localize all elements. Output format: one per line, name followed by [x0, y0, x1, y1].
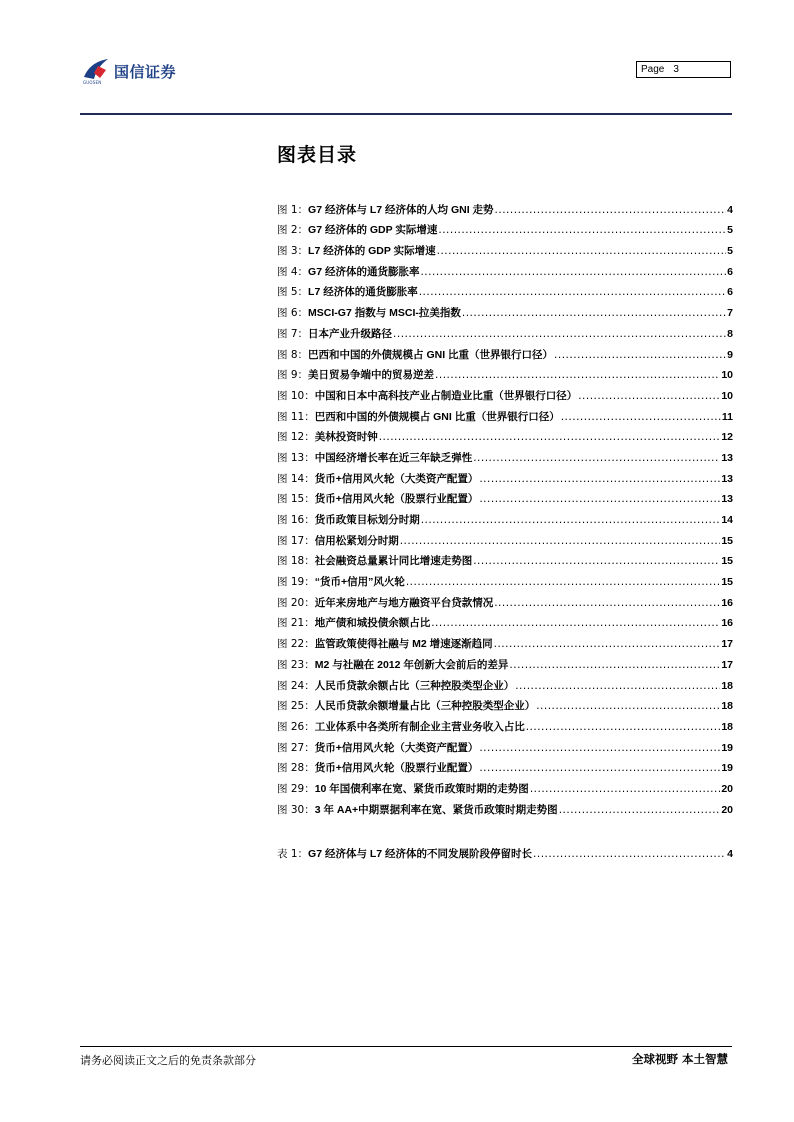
toc-entry-page: 17 [721, 638, 733, 651]
footer-disclaimer: 请务必阅读正文之后的免责条款部分 [80, 1054, 256, 1067]
toc-entry-title: M2 与社融在 2012 年创新大会前后的差异 [314, 658, 509, 671]
dot-leader [379, 431, 721, 444]
figure-entry[interactable] [277, 527, 733, 548]
table-list [277, 840, 733, 861]
figure-entry[interactable] [277, 217, 733, 238]
toc-entry-title: L7 经济体的 GDP 实际增速 [308, 245, 436, 258]
header-divider [80, 113, 732, 115]
toc-entry-number: 图 15： [277, 493, 315, 506]
dot-leader [554, 349, 726, 362]
figure-entry[interactable] [277, 693, 733, 714]
toc-entry-page: 9 [727, 348, 733, 361]
toc-entry-label [277, 659, 508, 672]
figure-entry[interactable] [277, 734, 733, 755]
toc-entry-title: “货币+信用”风火轮 [314, 576, 405, 589]
table-entry[interactable] [277, 840, 733, 861]
toc-entry-page: 7 [727, 307, 733, 320]
toc-entry-title: 美林投资时钟 [314, 431, 378, 444]
dot-leader [509, 659, 720, 672]
toc-entry-title: 中国经济增长率在近三年缺乏弹性 [314, 451, 473, 464]
figure-entry[interactable] [277, 630, 733, 651]
toc-entry-number: 图 23： [277, 658, 315, 671]
toc-entry-label [277, 328, 392, 341]
figure-entry[interactable] [277, 299, 733, 320]
toc-entry-page: 16 [721, 596, 733, 609]
figure-entry[interactable] [277, 486, 733, 507]
toc-entry-page: 18 [721, 700, 733, 713]
toc-entry-number: 图 21： [277, 617, 315, 630]
page-label: Page [641, 64, 665, 75]
toc-entry-page: 13 [721, 451, 733, 464]
toc-entry-page: 14 [721, 514, 733, 526]
figure-list [277, 196, 733, 817]
toc-entry-number: 图 10： [277, 389, 315, 402]
toc-entry-number: 图 16： [277, 514, 315, 526]
dot-leader [530, 783, 721, 796]
dot-leader [533, 848, 726, 861]
toc-title: 图表目录 [277, 144, 358, 166]
figure-entry[interactable] [277, 672, 733, 693]
figure-entry[interactable] [277, 610, 733, 631]
toc-entry-number: 图 6： [277, 307, 309, 320]
dot-leader [393, 328, 726, 341]
toc-entry-page: 15 [721, 534, 733, 547]
dot-leader [494, 638, 721, 651]
page-indicator [636, 61, 731, 78]
footer-slogan: 全球视野 本土智慧 [631, 1052, 728, 1066]
dot-leader [479, 742, 720, 755]
figure-entry[interactable] [277, 424, 733, 445]
toc-entry-number: 图 4： [277, 265, 309, 278]
dot-leader [435, 369, 720, 382]
dot-leader [515, 680, 720, 693]
toc-entry-page: 10 [721, 389, 733, 402]
figure-entry[interactable] [277, 796, 733, 817]
dot-leader [421, 514, 721, 527]
figure-entry[interactable] [277, 362, 733, 383]
figure-entry[interactable] [277, 279, 733, 300]
toc-entry-label [277, 700, 535, 713]
toc-entry-page: 8 [727, 327, 733, 340]
toc-entry-title: 货币+信用风火轮（股票行业配置） [314, 762, 479, 775]
dot-leader [559, 804, 721, 817]
toc-entry-label [277, 204, 494, 217]
page-number: 3 [673, 64, 679, 75]
toc-entry-title: 工业体系中各类所有制企业主营业务收入占比 [314, 720, 525, 733]
figure-entry[interactable] [277, 196, 733, 217]
figure-entry[interactable] [277, 237, 733, 258]
dot-leader [406, 576, 720, 589]
logo-text: 国信证券 [114, 63, 177, 81]
toc-entry-label [277, 742, 478, 755]
toc-entry-page: 18 [721, 720, 733, 733]
dot-leader [495, 204, 727, 217]
toc-entry-number: 图 8： [277, 348, 309, 361]
toc-entry-page: 11 [721, 410, 733, 423]
toc-entry-title: G7 经济体的通货膨胀率 [308, 265, 420, 278]
toc-entry-page: 19 [721, 741, 733, 754]
toc-entry-page: 10 [721, 369, 733, 382]
toc-entry-number: 图 5： [277, 286, 309, 299]
toc-entry-title: 人民币贷款余额占比（三种控股类型企业） [314, 679, 515, 692]
toc-entry-number: 图 26： [277, 720, 315, 733]
dot-leader [462, 307, 726, 320]
toc-entry-label [277, 307, 461, 320]
toc-entry-label [277, 721, 525, 734]
toc-entry-title: G7 经济体的 GDP 实际增速 [308, 224, 438, 237]
toc-entry-title: 3 年 AA+中期票据利率在宽、紧货币政策时期走势图 [314, 803, 558, 816]
toc-entry-page: 19 [721, 762, 733, 775]
figure-entry[interactable] [277, 568, 733, 589]
toc-entry-title: L7 经济体的通货膨胀率 [308, 286, 418, 299]
toc-entry-title: 中国和日本中高科技产业占制造业比重（世界银行口径） [314, 389, 578, 402]
toc-entry-title: G7 经济体与 L7 经济体的不同发展阶段停留时长 [308, 847, 533, 860]
toc-entry-number: 图 30： [277, 803, 315, 816]
toc-entry-label [277, 535, 399, 548]
toc-entry-page: 12 [721, 431, 733, 444]
toc-entry-label [277, 804, 558, 817]
toc-entry-title: 货币+信用风火轮（大类资产配置） [314, 472, 479, 485]
toc-entry-label [277, 576, 405, 589]
figure-entry[interactable] [277, 548, 733, 569]
figure-entry[interactable] [277, 258, 733, 279]
toc-entry-title: 巴西和中国的外债规模占 GNI 比重（世界银行口径） [314, 410, 560, 423]
dot-leader [419, 286, 726, 299]
figure-entry[interactable] [277, 382, 733, 403]
toc-entry-label [277, 349, 553, 362]
toc-entry-label [277, 617, 430, 630]
toc-entry-title: 监管政策使得社融与 M2 增速逐渐趋同 [314, 638, 493, 651]
toc-entry-label [277, 514, 420, 527]
toc-entry-page: 16 [721, 617, 733, 630]
toc-entry-page: 20 [721, 803, 733, 816]
toc-entry-title: 货币+信用风火轮（股票行业配置） [314, 493, 479, 506]
toc-entry-title: 社会融资总量累计同比增速走势图 [314, 555, 473, 568]
toc-entry-label [277, 452, 472, 465]
toc-entry-label [277, 390, 577, 403]
toc-entry-page: 5 [727, 245, 733, 258]
logo-subtext: GUOSEN [83, 80, 102, 85]
toc-entry-label [277, 493, 478, 506]
figure-entry[interactable] [277, 589, 733, 610]
toc-entry-page: 4 [727, 203, 733, 216]
dot-leader [431, 617, 720, 630]
toc-entry-label [277, 783, 529, 796]
toc-entry-label [277, 224, 437, 237]
toc-entry-label [277, 473, 478, 486]
toc-entry-number: 图 20： [277, 596, 315, 609]
dot-leader [473, 452, 720, 465]
figure-entry[interactable] [277, 465, 733, 486]
toc-entry-page: 15 [721, 555, 733, 568]
toc-entry-label [277, 286, 418, 299]
toc-entry-title: G7 经济体与 L7 经济体的人均 GNI 走势 [308, 203, 494, 216]
toc-entry-number: 图 17： [277, 534, 315, 547]
toc-entry-label [277, 597, 493, 610]
toc-entry-number: 图 28： [277, 762, 315, 775]
toc-entry-title: 信用松紧划分时期 [314, 534, 399, 547]
toc-entry-number: 图 29： [277, 782, 315, 795]
toc-entry-page: 6 [727, 286, 733, 299]
logo-mark-icon [82, 57, 112, 81]
toc-entry-number: 图 3： [277, 245, 309, 258]
toc-entry-label [277, 266, 419, 279]
toc-entry-title: 货币+信用风火轮（大类资产配置） [314, 741, 479, 754]
dot-leader [479, 473, 720, 486]
dot-leader [479, 493, 720, 506]
toc-entry-number: 图 12： [277, 431, 315, 444]
figure-entry[interactable] [277, 755, 733, 776]
toc-entry-title: 日本产业升级路径 [308, 327, 393, 340]
toc-entry-page: 18 [721, 679, 733, 692]
toc-entry-number: 图 25： [277, 700, 315, 713]
dot-leader [438, 224, 726, 237]
figure-entry[interactable] [277, 320, 733, 341]
dot-leader [437, 245, 727, 258]
toc-entry-number: 图 14： [277, 472, 315, 485]
dot-leader [479, 762, 720, 775]
toc-entry-title: 10 年国债利率在宽、紧货币政策时期的走势图 [314, 782, 529, 795]
figure-entry[interactable] [277, 403, 733, 424]
toc-entry-label [277, 680, 514, 693]
toc-entry-number: 图 1： [277, 203, 309, 216]
toc-entry-label [277, 411, 560, 424]
toc-entry-label [277, 369, 434, 382]
toc-entry-number: 图 11： [277, 410, 315, 423]
toc-entry-page: 15 [721, 576, 733, 589]
toc-entry-number: 图 24： [277, 679, 315, 692]
figure-entry[interactable] [277, 713, 733, 734]
dot-leader [536, 700, 720, 713]
toc-entry-title: 美日贸易争端中的贸易逆差 [308, 369, 435, 382]
toc-entry-label [277, 762, 478, 775]
toc-entry-number: 图 18： [277, 555, 315, 568]
figure-entry[interactable] [277, 506, 733, 527]
toc-entry-page: 6 [727, 265, 733, 278]
toc-entry-page: 20 [721, 782, 733, 795]
figure-entry[interactable] [277, 444, 733, 465]
footer-divider [80, 1046, 732, 1047]
toc-entry-number: 图 22： [277, 638, 315, 651]
toc-entry-number: 图 19： [277, 576, 315, 589]
dot-leader [473, 555, 720, 568]
toc-entry-number: 图 7： [277, 327, 309, 340]
toc-entry-number: 图 2： [277, 224, 309, 237]
toc-entry-title: 人民币贷款余额增量占比（三种控股类型企业） [314, 700, 536, 713]
toc-entry-page: 13 [721, 472, 733, 485]
toc-entry-number: 表 1： [277, 847, 309, 860]
toc-entry-page: 17 [721, 658, 733, 671]
dot-leader [526, 721, 721, 734]
figure-entry[interactable] [277, 775, 733, 796]
toc-entry-page: 4 [727, 847, 733, 860]
dot-leader [494, 597, 720, 610]
toc-entry-label [277, 245, 436, 258]
toc-entry-page: 5 [727, 224, 733, 237]
toc-entry-title: 地产债和城投债余额占比 [314, 617, 431, 630]
toc-entry-label [277, 638, 493, 651]
toc-entry-title: MSCI-G7 指数与 MSCI-拉美指数 [308, 307, 461, 320]
toc-entry-page: 13 [721, 493, 733, 506]
dot-leader [400, 535, 721, 548]
dot-leader [420, 266, 726, 279]
toc-entry-title: 近年来房地产与地方融资平台贷款情况 [314, 596, 494, 609]
toc-entry-label [277, 848, 532, 861]
figure-entry[interactable] [277, 341, 733, 362]
dot-leader [561, 411, 721, 424]
toc-entry-label [277, 555, 472, 568]
toc-entry-number: 图 13： [277, 451, 315, 464]
toc-entry-title: 货币政策目标划分时期 [314, 514, 420, 526]
toc-entry-number: 图 9： [277, 369, 309, 382]
toc-entry-label [277, 431, 378, 444]
dot-leader [578, 390, 720, 403]
toc-entry-title: 巴西和中国的外债规模占 GNI 比重（世界银行口径） [308, 348, 554, 361]
toc-entry-number: 图 27： [277, 741, 315, 754]
company-logo [82, 57, 202, 89]
figure-entry[interactable] [277, 651, 733, 672]
